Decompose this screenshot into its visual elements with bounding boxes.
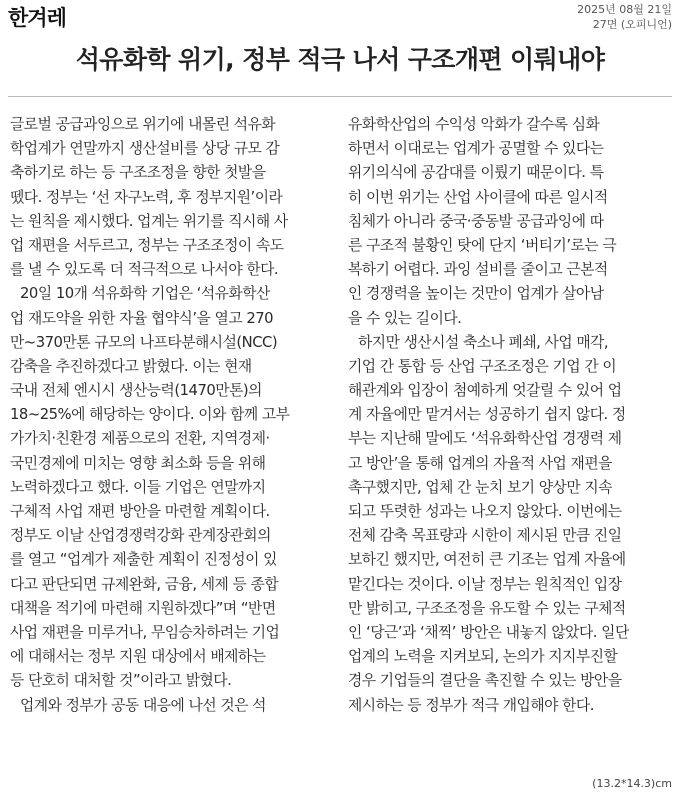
body-text-line: 감축을 추진하겠다고 밝혔다. 이는 현재 (10, 357, 252, 375)
page-section: 27면 (오피니언) (592, 18, 672, 31)
body-text-line: 를 낼 수 있도록 더 적극적으로 나서야 한다. (10, 261, 279, 279)
body-text-line: 사업 재편을 미루거나, 무임승차하려는 기업 (10, 623, 280, 641)
body-text-line: 계 자율에만 맡겨서는 성공하기 쉽지 않다. 정 (348, 406, 626, 424)
body-text-line: 을 수 있는 길이다. (348, 309, 462, 327)
body-text-line: 침체가 아니라 중국·중동발 공급과잉에 따 (348, 212, 604, 230)
body-text-line: 대책을 적기에 마련해 지원하겠다”며 “반면 (10, 599, 276, 617)
body-text-line: 업 재편을 서두르고, 정부는 구조조정이 속도 (10, 236, 284, 254)
body-text-line: 등 단호히 대처할 것”이라고 밝혔다. (10, 672, 232, 690)
body-text-line: 는 원칙을 제시했다. 업계는 위기를 직시해 사 (10, 212, 288, 230)
body-text-line: 다고 판단되면 규제완화, 금융, 세제 등 종합 (10, 575, 279, 593)
body-text-line: 노력하겠다고 했다. 이들 기업은 연말까지 (10, 478, 266, 496)
body-text-line: 에 대해서는 정부 지원 대상에서 배제하는 (10, 648, 266, 666)
body-text-line: 글로벌 공급과잉으로 위기에 내몰린 석유화 (10, 116, 276, 133)
body-text-line: 인 경쟁력을 높이는 것만이 업계가 살아남 (348, 285, 604, 303)
body-text-line: 위기의식에 공감대를 이뤘기 때문이다. 특 (348, 164, 604, 182)
body-text-line: 복하기 어렵다. 과잉 설비를 줄이고 근본적 (348, 261, 608, 279)
body-text-line: 촉구했지만, 업체 간 눈치 보기 양상만 지속 (348, 478, 612, 496)
body-text-line: 국내 전체 엔시시 생산능력(1470만톤)의 (10, 382, 262, 400)
body-text-line: 가가치·친환경 제품으로의 전환, 지역경제· (10, 430, 270, 448)
body-text-line: 부는 지난해 말에도 ‘석유화학산업 경쟁력 제 (348, 430, 622, 448)
body-text-line: 만~370만톤 규모의 나프타분해시설(NCC) (10, 333, 278, 351)
body-text-line: 업 재도약을 위한 자율 협약식’을 열고 270 (10, 309, 274, 327)
article-headline: 석유화학 위기, 정부 적극 나서 구조개편 이뤄내야 (75, 45, 605, 74)
body-text-line: 축하기로 하는 등 구조조정을 향한 첫발을 (10, 164, 266, 182)
body-text-line: 20일 10개 석유화학 기업은 ‘석유화학산 (20, 285, 270, 303)
body-text-line: 해관계와 입장이 첨예하게 엇갈릴 수 있어 업 (348, 382, 622, 400)
body-column-right (348, 113, 675, 718)
publish-date: 2025년 08월 21일 (577, 3, 672, 16)
body-text-line: 하지만 생산시설 축소나 폐쇄, 사업 매각, (358, 333, 609, 351)
body-text-line: 제시하는 등 정부가 적극 개입해야 한다. (348, 696, 594, 714)
body-text-line: 유화학산업의 수익성 악화가 갈수록 심화 (348, 116, 600, 133)
body-text-line: 고 방안’을 통해 업계의 자율적 사업 재편을 (348, 454, 612, 472)
body-text-line: 인 ‘당근’과 ‘채찍’ 방안은 내놓지 않았다. 일단 (348, 623, 629, 641)
body-text-line: 업계의 노력을 지켜보되, 논의가 지지부진할 (348, 648, 618, 666)
body-text-line: 른 구조적 불황인 탓에 단지 ‘버티기’로는 극 (348, 236, 617, 254)
body-text-line: 학업계가 연말까지 생산설비를 상당 규모 감 (10, 140, 280, 158)
body-text-line: 하면서 이대로는 업계가 공멸할 수 있다는 (348, 140, 604, 158)
body-text-line: 를 열고 “업계가 제출한 계획이 진정성이 있 (10, 551, 277, 569)
body-text-line: 되고 뚜렷한 성과는 나오지 않았다. 이번에는 (348, 503, 622, 520)
body-text-line: 보하긴 했지만, 여전히 큰 기조는 업계 자율에 (348, 551, 626, 569)
body-text-line: 뗐다. 정부는 ‘선 자구노력, 후 정부지원’이라 (10, 188, 283, 206)
body-text-line: 구체적 사업 재편 방안을 마련할 계획이다. (10, 503, 270, 520)
body-column-left (10, 113, 337, 718)
body-text-line: 전체 감축 목표량과 시한이 제시된 만큼 진일 (348, 527, 622, 545)
body-text-line: 만 밝히고, 구조조정을 유도할 수 있는 구체적 (348, 599, 626, 617)
article-meta (577, 2, 672, 32)
body-text-line: 정부도 이날 산업경쟁력강화 관계장관회의 (10, 527, 271, 545)
body-text-line: 기업 간 통합 등 산업 구조조정은 기업 간 이 (348, 357, 617, 375)
newspaper-logo: 한겨레 (8, 6, 66, 30)
body-text-line: 경우 기업들의 결단을 촉진할 수 있는 방안을 (348, 672, 622, 690)
body-text-line: 히 이번 위기는 산업 사이클에 따른 일시적 (348, 188, 608, 206)
body-text-line: 18~25%에 해당하는 양이다. 이와 함께 고부 (10, 406, 290, 424)
body-text-line: 맡긴다는 것이다. 이날 정부는 원칙적인 입장 (348, 575, 622, 593)
body-text-line: 국민경제에 미치는 영향 최소화 등을 위해 (10, 454, 266, 472)
body-text-line: 업계와 정부가 공동 대응에 나선 것은 석 (20, 696, 266, 714)
headline-divider (8, 96, 672, 97)
clipping-size: (13.2*14.3)cm (592, 777, 672, 790)
